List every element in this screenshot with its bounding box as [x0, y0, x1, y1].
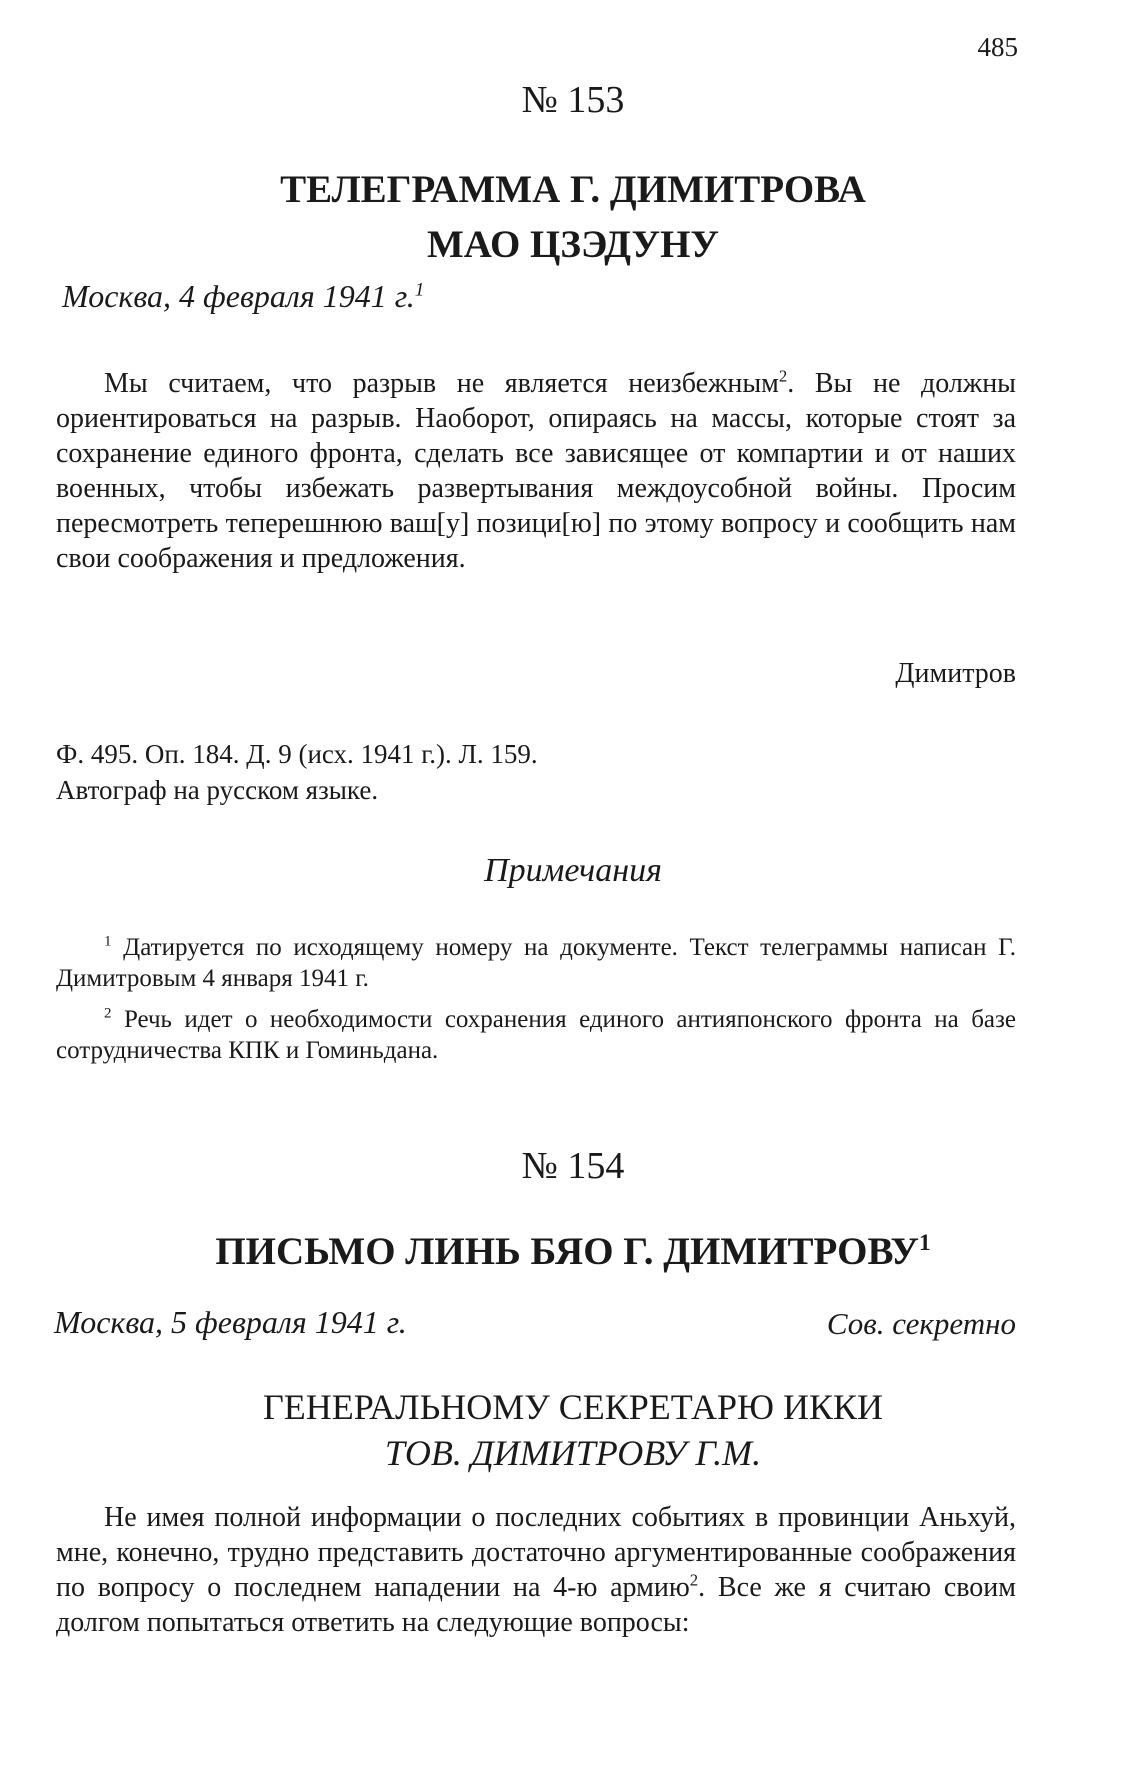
footnote-2-text: Речь идет о необходимости сохранения единого антияпонского фронта на базе сотрудничества КПК и Гоминьдана.	[56, 1006, 1017, 1064]
doc-153-archive-reference	[56, 736, 538, 808]
doc-153-body-text-2: . Вы не должны ориентироваться на разрыв. Наоборот, опираясь на массы, которые стоят за сохранение единого фронта, сделать все зависящее от компартии и от наших военных, чтобы избежать развертывания междоусобной войны. Просим пересмотреть теперешнюю ваш[у] позици[ю] по этому вопросу и сообщить нам свои соображения и предложения.	[56, 368, 1016, 574]
doc-154-number: № 154	[521, 1145, 625, 1187]
notes-heading: Примечания	[484, 852, 662, 889]
doc-153-dateline-text: Москва, 4 февраля 1941 г.	[62, 278, 415, 314]
doc-154-classification: Сов. секретно	[826, 1306, 1016, 1341]
footnote-2	[56, 1004, 1016, 1066]
doc-153-title-line1: ТЕЛЕГРАММА Г. ДИМИТРОВА	[280, 168, 866, 211]
page-number: 485	[977, 32, 1018, 62]
doc-154-body-text-2: . Все же я считаю своим долгом попытаться ответить на следующие вопросы:	[56, 1572, 1016, 1638]
doc-153-dateline	[62, 278, 424, 315]
archive-line-1: Ф. 495. Оп. 184. Д. 9 (исх. 1941 г.). Л. 159.	[56, 739, 538, 769]
addressee-line-2: ТОВ. ДИМИТРОВУ Г.М.	[384, 1433, 762, 1473]
doc-153-body-text-1: Мы считаем, что разрыв не является неизбежным	[104, 368, 779, 399]
doc-153-body-footnote-ref: 2	[778, 366, 788, 386]
footnote-1-text: Датируется по исходящему номеру на документе. Текст телеграммы написан Г. Димитровым 4 января 1941 г.	[56, 934, 1017, 992]
doc-153-body	[56, 366, 1016, 576]
doc-153-number: № 153	[521, 79, 625, 121]
doc-154-title	[0, 1224, 1146, 1279]
doc-153-dateline-footnote-ref: 1	[414, 279, 425, 301]
footnote-2-number: 2	[104, 1005, 112, 1022]
footnote-1	[56, 932, 1016, 994]
doc-154-body-footnote-ref: 2	[689, 1570, 699, 1590]
doc-154-body	[56, 1500, 1016, 1640]
doc-153-signature: Димитров	[895, 658, 1016, 689]
doc-154-addressee	[0, 1384, 1146, 1476]
doc-153-title-line2: МАО ЦЗЭДУНУ	[426, 223, 720, 266]
doc-154-title-text: ПИСЬМО ЛИНЬ БЯО Г. ДИМИТРОВУ	[215, 1230, 919, 1273]
doc-154-body-text-1: Не имея полной информации о последних событиях в провинции Аньхуй, мне, конечно, трудно представить достаточно аргументированные соображения по вопросу о последнем нападении на 4-ю армию	[56, 1502, 1016, 1603]
addressee-line-1: ГЕНЕРАЛЬНОМУ СЕКРЕТАРЮ ИККИ	[262, 1387, 884, 1427]
doc-153-title	[0, 162, 1146, 272]
footnote-1-number: 1	[104, 933, 112, 950]
archive-line-2: Автограф на русском языке.	[56, 775, 379, 805]
doc-154-dateline: Москва, 5 февраля 1941 г.	[54, 1304, 407, 1340]
doc-154-title-footnote-ref: 1	[918, 1230, 931, 1256]
